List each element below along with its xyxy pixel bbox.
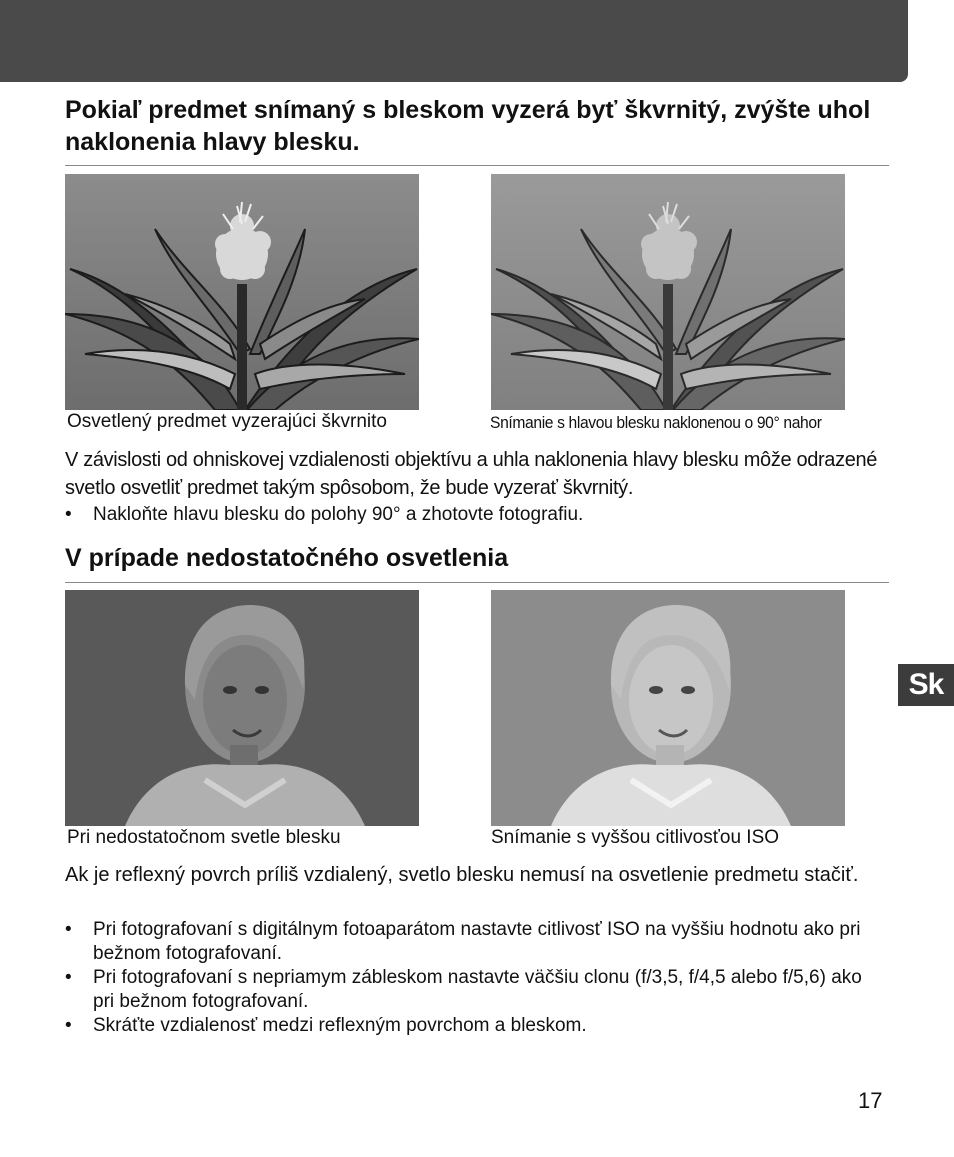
header-bar — [0, 0, 908, 82]
divider — [65, 165, 889, 166]
divider — [65, 582, 889, 583]
photo-portrait-dark — [65, 590, 419, 826]
language-tab: Sk — [898, 664, 954, 706]
list-item: • Skráťte vzdialenosť medzi reflexným povrchom a bleskom. — [65, 1014, 865, 1038]
list-item: • Pri fotografovaní s nepriamym zábleskom nastavte väčšiu clonu (f/3,5, f/4,5 alebo f/5,6) ako pri bežnom fotografovaní. — [65, 966, 865, 1014]
photo-portrait-iso — [491, 590, 845, 826]
paragraph-spotty: V závislosti od ohniskovej vzdialenosti objektívu a uhla naklonenia hlavy blesku môže odrazené svetlo osvetliť predmet takým spôsobom, že bude vyzerať škvrnitý. — [65, 449, 878, 499]
bullet-list-spotty — [65, 503, 865, 527]
section-title-low-light: V prípade nedostatočného osvetlenia — [65, 544, 509, 572]
caption-higher-iso: Snímanie s vyššou citlivosťou ISO — [491, 827, 780, 848]
photo-plant-bounce — [491, 174, 845, 410]
list-item: • Pri fotografovaní s digitálnym fotoaparátom nastavte citlivosť ISO na vyššiu hodnotu ako pri bežnom fotografovaní. — [65, 918, 865, 966]
page-number: 17 — [858, 1088, 883, 1113]
caption-spotty: Osvetlený predmet vyzerajúci škvrnito — [67, 411, 387, 432]
caption-bounce: Snímanie s hlavou blesku naklonenou o 90° nahor — [490, 413, 822, 432]
bullet-list-low-light — [65, 918, 865, 1038]
photo-plant-spotty — [65, 174, 419, 410]
paragraph-low-light: Ak je reflexný povrch príliš vzdialený, svetlo blesku nemusí na osvetlenie predmetu stačiť. — [65, 864, 859, 886]
caption-low-light: Pri nedostatočnom svetle blesku — [67, 827, 341, 848]
section-title-spotty: Pokiaľ predmet snímaný s bleskom vyzerá byť škvrnitý, zvýšte uhol naklonenia hlavy blesku. — [65, 96, 871, 156]
list-item: • Nakloňte hlavu blesku do polohy 90° a zhotovte fotografiu. — [65, 503, 865, 527]
